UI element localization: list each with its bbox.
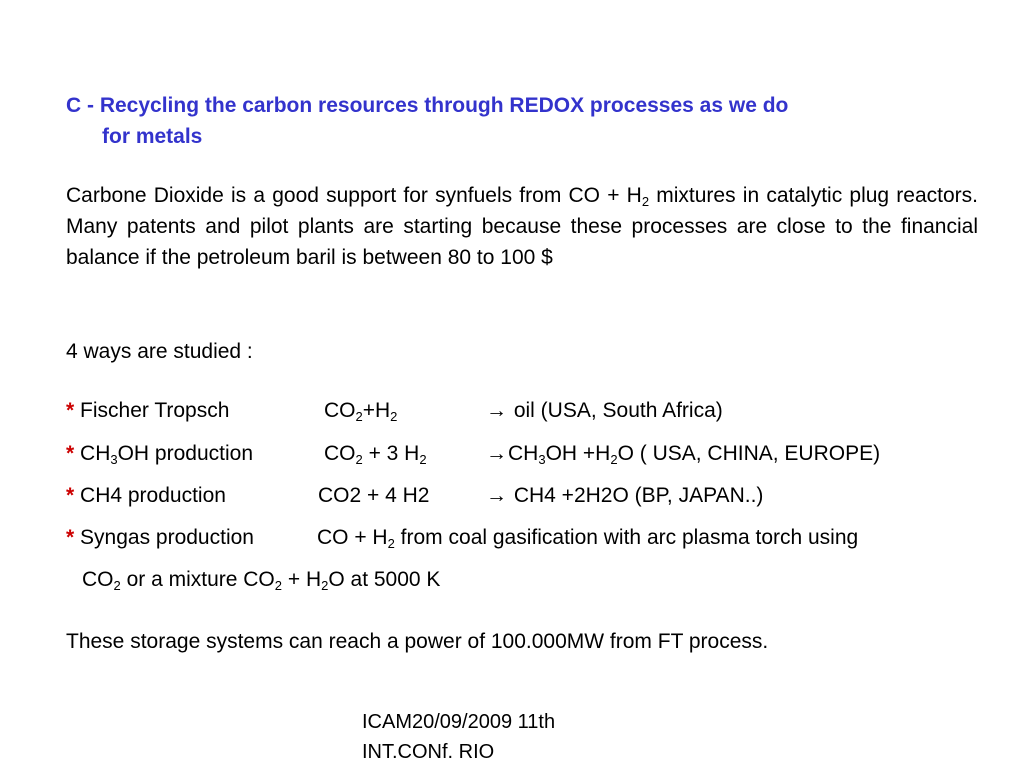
process-syngas-continuation: $CO_2$ or a mixture $CO_2 + H_2O$ at 5000 K <box>82 568 441 593</box>
ways-intro: 4 ways are studied : <box>66 340 253 363</box>
process-name: CH4 production <box>74 484 226 507</box>
intro-text-part-2: mixtures in catalytic plug reactors. Many patents and pilot plants are starting because these processes are close to the financial balance if the petroleum baril is between 80 to 100 $ <box>66 184 978 269</box>
arrow-icon: → <box>486 442 507 465</box>
heading-line-1: C - Recycling the carbon resources through REDOX processes as we do <box>66 94 789 117</box>
bullet-star: * <box>66 399 75 422</box>
process-name: Fischer Tropsch <box>74 399 230 422</box>
process-reactants: $CO_2 + 3$ $H_2$ <box>324 442 427 467</box>
process-name: $CH_3OH$ production <box>74 442 253 467</box>
process-products: oil (USA, South Africa) <box>508 399 723 422</box>
process-reactants: CO2 + 4 H2 <box>318 484 430 507</box>
intro-text-part-1: Carbone Dioxide is a good support for synfuels from CO + H <box>66 184 642 207</box>
footer-line-1: ICAM20/09/2009 11th <box>362 711 556 733</box>
conclusion-text: These storage systems can reach a power of 100.000MW from FT process. <box>66 630 769 653</box>
bullet-star: * <box>66 442 75 465</box>
bullet-star: * <box>66 484 75 507</box>
bullet-star: * <box>66 526 75 549</box>
process-products: $CH_3OH +H_2O$ ( USA, CHINA, EUROPE) <box>508 442 881 467</box>
process-reactants: $CO_2+H_2$ <box>324 399 398 424</box>
footer-line-2: INT.CONf. RIO <box>362 741 495 763</box>
slide-heading <box>66 90 976 152</box>
intro-subscript: 2 <box>641 194 650 209</box>
heading-line-2: for metals <box>102 125 203 148</box>
process-reactants: CO + $H_2$ from coal gasification with arc plasma torch using <box>317 526 859 551</box>
arrow-icon: → <box>486 399 507 422</box>
arrow-icon: → <box>486 484 507 507</box>
intro-paragraph <box>66 180 978 273</box>
process-name: Syngas production <box>74 526 254 549</box>
process-products: CH4 +2H2O (BP, JAPAN..) <box>508 484 764 507</box>
footer-citation <box>362 707 555 767</box>
process-description: from coal gasification with arc plasma torch using <box>394 526 859 549</box>
